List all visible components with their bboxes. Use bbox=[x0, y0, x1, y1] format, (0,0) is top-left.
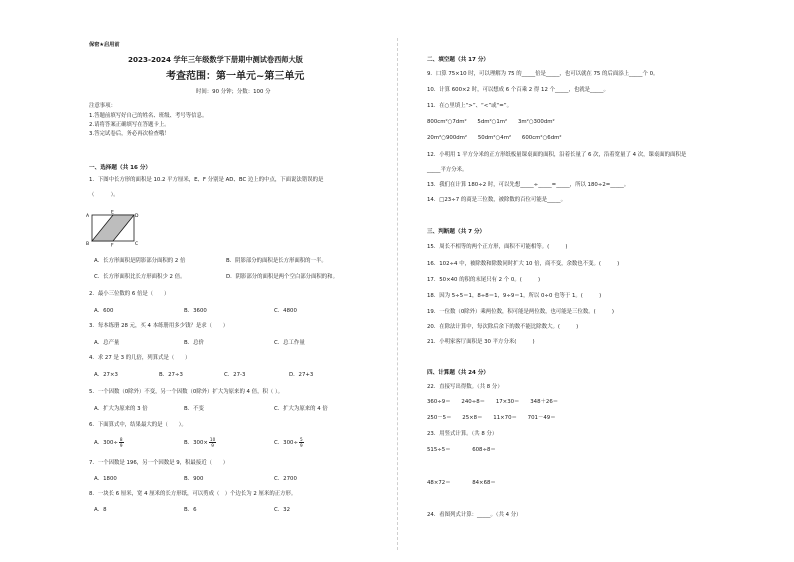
q6-b-denominator: 9 bbox=[211, 443, 214, 448]
q1-blank[interactable]: （ ）。 bbox=[89, 192, 119, 198]
q7-option-b[interactable]: B．900 bbox=[184, 476, 204, 482]
q2-option-b[interactable]: B．3600 bbox=[184, 308, 207, 314]
q14-text[interactable]: 14．□23÷7 的商是三位数，被除数的百位可能是_____。 bbox=[427, 197, 566, 203]
exam-time-score: 时间：90 分钟；分数：100 分 bbox=[196, 89, 271, 95]
q23-row-2[interactable]: 48×72＝ 84×68＝ bbox=[427, 480, 496, 486]
q6-c-expression: C．300÷ bbox=[274, 440, 298, 446]
q4-option-c[interactable]: C．27-3 bbox=[224, 372, 246, 378]
q17-text[interactable]: 17．50×40 的积的末尾只有 2 个 0。( ) bbox=[427, 277, 541, 283]
q6-b-numerator: 10 bbox=[209, 437, 216, 442]
q7-option-c[interactable]: C．2700 bbox=[274, 476, 297, 482]
q4-option-a[interactable]: A．27×3 bbox=[94, 372, 118, 378]
q11-compare-row-2[interactable]: 20m²○900dm² 50dm²○4m² 600cm²○6dm² bbox=[427, 135, 562, 141]
q6-b-fraction bbox=[209, 437, 216, 448]
q8-option-c[interactable]: C．32 bbox=[274, 507, 291, 513]
q15-text[interactable]: 15．周长不相等的两个正方形，面积不可能相等。( ) bbox=[427, 244, 568, 250]
q5-option-a[interactable]: A．扩大为原来的 3 倍 bbox=[94, 406, 148, 412]
q1-parallelogram-figure bbox=[86, 209, 142, 249]
q13-text[interactable]: 13．我们在计算 180÷2 时，可以先想_____÷_____=_____，所以 180÷2=_____。 bbox=[427, 182, 630, 188]
q6-option-c[interactable] bbox=[274, 437, 304, 449]
q22-row-1[interactable]: 360÷9＝ 240÷8＝ 17×30＝ 348＋26＝ bbox=[427, 399, 559, 405]
notice-heading: 注意事项： bbox=[89, 103, 116, 109]
q6-a-denominator: 9 bbox=[119, 443, 123, 448]
q1-option-a[interactable]: A．长方形面积是阴影部分面积的 2 倍 bbox=[94, 258, 186, 264]
q3-option-b[interactable]: B．总价 bbox=[184, 340, 204, 346]
q21-text[interactable]: 21．小明家客厅面积是 30 平方分米( ) bbox=[427, 339, 535, 345]
q3-option-a[interactable]: A．总产量 bbox=[94, 340, 120, 346]
q1-option-c[interactable]: C．长方形面积比长方形面积少 2 倍。 bbox=[94, 274, 186, 280]
q12-text-line-1: 12．小明用 1 平方分米的正方形纸板量课桌面的面积，沿着长量了 6 次，沿着宽量了 4 次，课桌面的面积是 bbox=[427, 152, 687, 158]
q12-text-line-2[interactable]: _____平方分米。 bbox=[427, 167, 468, 173]
label-e: E bbox=[111, 210, 114, 216]
q8-option-b[interactable]: B．6 bbox=[184, 507, 197, 513]
page-fold-line bbox=[397, 38, 398, 550]
notice-item-1: 1.答题前填写好自己的姓名、班级、考号等信息。 bbox=[89, 113, 208, 119]
q4-option-d[interactable]: D．27+3 bbox=[289, 372, 314, 378]
q4-option-b[interactable]: B．27÷3 bbox=[159, 372, 183, 378]
section-calc-heading: 四、计算题（共 24 分） bbox=[427, 370, 490, 376]
notice-item-2: 2.请将答案正确填写在答题卡上。 bbox=[89, 122, 170, 128]
q19-text[interactable]: 19．一位数（0除外）乘两位数，积可能是两位数，也可能是三位数。( ) bbox=[427, 309, 614, 315]
q7-stem: 7．一个因数是 196，另一个因数是 9，积最接近（ ） bbox=[89, 460, 229, 466]
label-d: D bbox=[135, 214, 139, 219]
notice-item-3: 3.答完试卷后，务必再次检查哦！ bbox=[89, 131, 170, 137]
q8-stem: 8．一块长 6 厘米，宽 4 厘米的长方形纸，可以剪成（ ）个边长为 2 厘米的正方形。 bbox=[89, 491, 297, 497]
label-c: C bbox=[135, 242, 139, 247]
q22-row-2[interactable]: 250－5＝ 25×8＝ 11×70＝ 701－49＝ bbox=[427, 415, 556, 421]
q23-text: 23．用竖式计算。（共 8 分） bbox=[427, 431, 498, 437]
q11-text: 11．在○里填上“>”、“<”或“=”。 bbox=[427, 103, 512, 109]
q6-a-fraction bbox=[119, 437, 124, 448]
q2-stem: 2．最小三位数的 6 倍是（ ） bbox=[89, 291, 170, 297]
q3-option-c[interactable]: C．总工作量 bbox=[274, 340, 305, 346]
q2-option-a[interactable]: A．600 bbox=[94, 308, 114, 314]
q23-row-1[interactable]: 515÷5＝ 608÷8＝ bbox=[427, 447, 496, 453]
q1-stem: 1．下图中长方形的面积是 10.2 平方厘米，E、F 分别是 AD、BC 边上的中点，下面说法错误的是 bbox=[89, 177, 324, 183]
q3-stem: 3．每本练册 28 元，买 4 本练册用多少钱？是求（ ） bbox=[89, 323, 229, 329]
q8-option-a[interactable]: A．8 bbox=[94, 507, 107, 513]
q6-c-numerator: 5 bbox=[299, 437, 303, 442]
secret-mark: 保密★启用前 bbox=[89, 42, 120, 48]
section-judge-heading: 三、判断题（共 7 分） bbox=[427, 229, 486, 235]
section-fill-heading: 二、填空题（共 17 分） bbox=[427, 57, 490, 63]
label-b: B bbox=[86, 242, 90, 247]
q7-option-a[interactable]: A．1800 bbox=[94, 476, 117, 482]
q2-option-c[interactable]: C．4800 bbox=[274, 308, 297, 314]
q4-stem: 4．求 27 是 3 的几倍，列算式是（ ） bbox=[89, 355, 191, 361]
q6-option-b[interactable] bbox=[184, 437, 216, 449]
shaded-parallelogram bbox=[92, 215, 134, 241]
q1-option-b[interactable]: B．阴影部分的面积是长方形面积的一半。 bbox=[226, 258, 327, 264]
label-a: A bbox=[86, 214, 90, 219]
q6-stem: 6．下面算式中，结果最大的是（ ）。 bbox=[89, 422, 187, 428]
q6-a-expression: A．300÷ bbox=[94, 440, 118, 446]
q9-text[interactable]: 9．口算 75×10 时，可以理解为 75 的_____倍是_____，也可以就在 75 的后面添上_____个 0。 bbox=[427, 71, 659, 77]
q11-compare-row-1[interactable]: 800cm²○7dm² 5dm²○1m² 3m²○300dm² bbox=[427, 119, 555, 125]
q6-c-fraction bbox=[299, 437, 304, 448]
q1-option-d[interactable]: D．阴影部分的面积是两个空白部分面积的和。 bbox=[226, 274, 338, 280]
q20-text[interactable]: 20．在除法计算中，每次除后余下的数不能比除数大。( ) bbox=[427, 324, 579, 330]
q6-c-denominator: 9 bbox=[299, 443, 303, 448]
q6-option-a[interactable] bbox=[94, 437, 124, 449]
q10-text[interactable]: 10．计算 600×2 时，可以想成 6 个百乘 2 得 12 个_____，也就是_____。 bbox=[427, 87, 609, 93]
q5-option-c[interactable]: C．扩大为原来的 4 倍 bbox=[274, 406, 328, 412]
label-f: F bbox=[111, 243, 114, 249]
q6-b-expression: B．300× bbox=[184, 440, 208, 446]
q22-text: 22．直接写出得数。（共 8 分） bbox=[427, 384, 503, 390]
exam-title: 2023-2024 学年三年级数学下册期中测试卷西师大版 bbox=[128, 55, 303, 64]
q24-text[interactable]: 24．看图列式计算：_____。（共 4 分） bbox=[427, 512, 522, 518]
q16-text[interactable]: 16．102÷4 中，被除数和除数同时扩大 10 倍，商不变，余数也不变。( ) bbox=[427, 261, 620, 267]
section-choice-heading: 一、选择题（共 16 分） bbox=[89, 165, 152, 171]
q5-option-b[interactable]: B．不变 bbox=[184, 406, 204, 412]
exam-scope: 考查范围：第一单元~第三单元 bbox=[166, 71, 305, 82]
q18-text[interactable]: 18．因为 5÷5＝1，8÷8＝1，9÷9＝1，所以 0÷0 也等于 1。( ) bbox=[427, 293, 602, 299]
q5-stem: 5．一个因数（0除外）不变，另一个因数（0除外）扩大为原来的 4 倍，积（ ）。 bbox=[89, 389, 284, 395]
q6-a-numerator: 8 bbox=[119, 437, 123, 442]
